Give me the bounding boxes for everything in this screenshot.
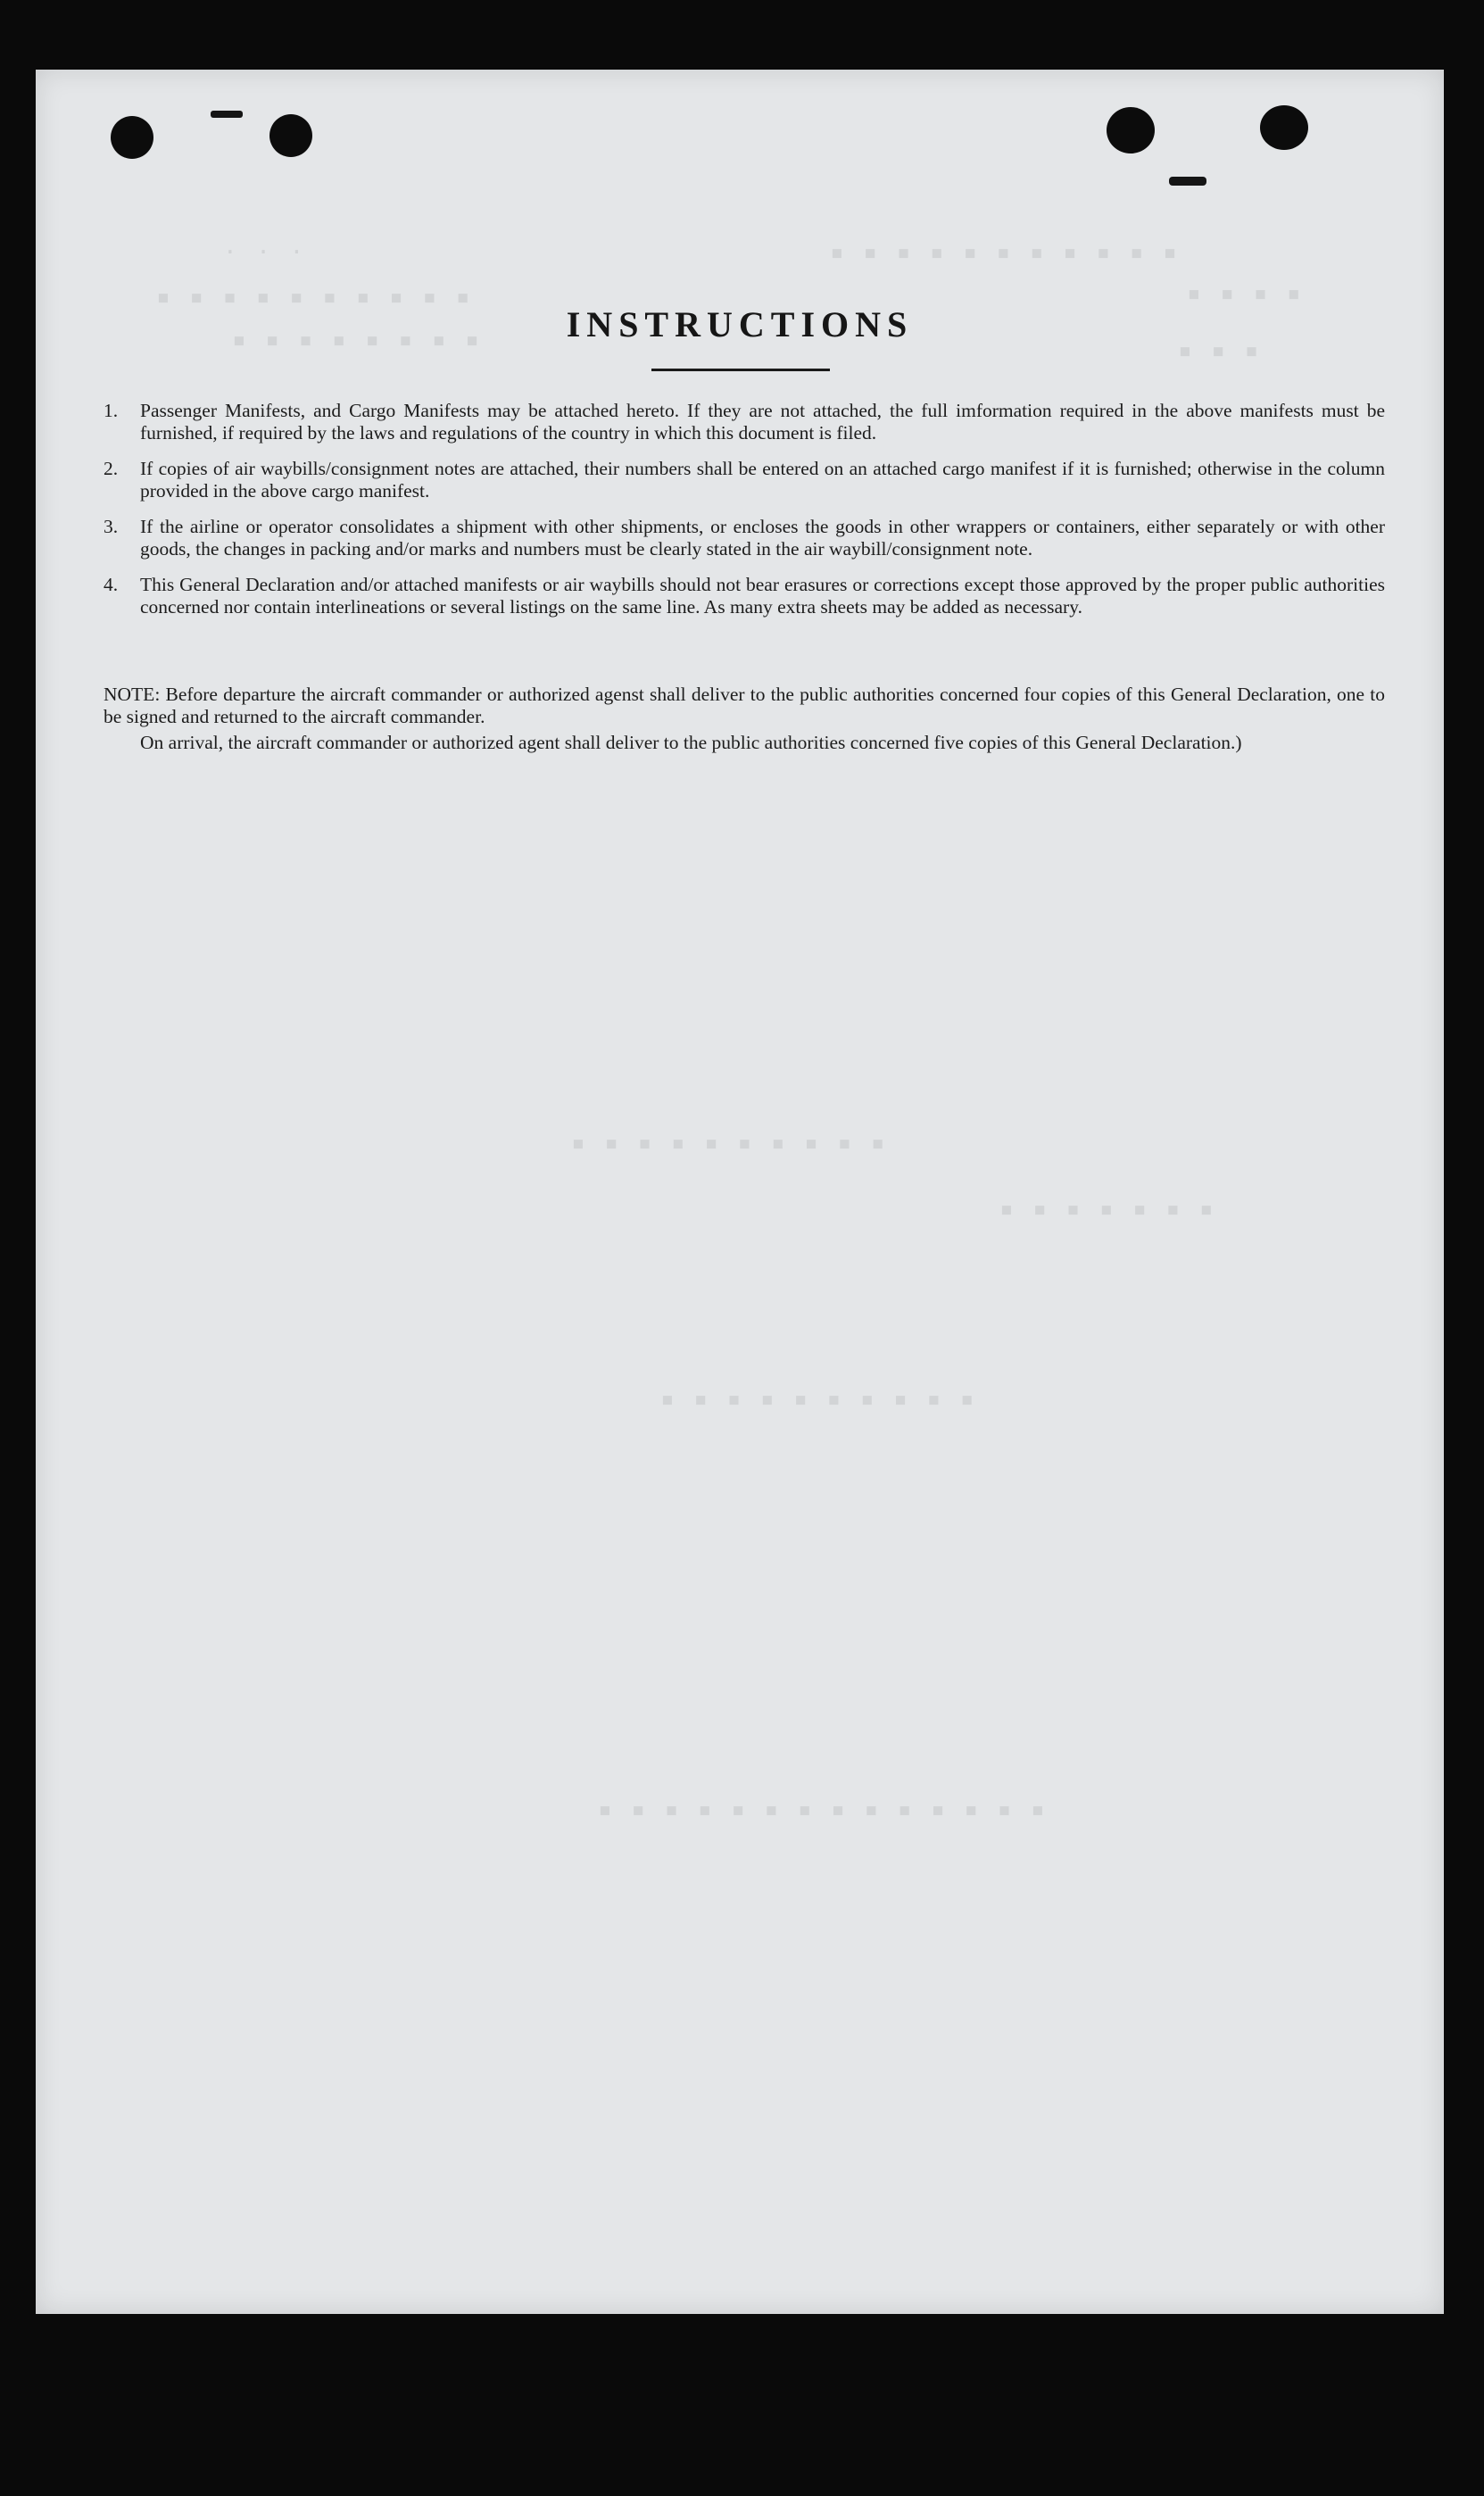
bleed-through-text: ▪ ▪ ▪ ▪ ▪ ▪ ▪ ▪ ▪ ▪ ▪ ▪ ▪ ▪ [598, 1796, 1048, 1823]
bleed-through-text: ▪ ▪ ▪ ▪ ▪ ▪ ▪ [999, 1196, 1216, 1223]
bleed-through-text: ▪ ▪ ▪ ▪ ▪ ▪ ▪ ▪ ▪ ▪ ▪ [830, 239, 1180, 266]
instruction-text: If the airline or operator consolidates a shipment with other shipments, or encloses the goods in other wrappers or containers, either separately or with other goods, the changes in packing and/or marks and numbers must be clearly stated in the air waybill/consignment note. [140, 516, 1385, 560]
bleed-through-text: · · · [223, 239, 307, 266]
bleed-through-text: ▪ ▪ ▪ [1178, 337, 1262, 364]
bleed-through-text: ▪ ▪ ▪ ▪ ▪ ▪ ▪ ▪ ▪ ▪ [571, 1130, 888, 1157]
instruction-text: Passenger Manifests, and Cargo Manifests may be attached hereto. If they are not attached, the full imformation required in the above manifests must be furnished, if required by the laws and regulations of the country in which this document is filed. [140, 400, 1385, 444]
document-sheet [36, 70, 1444, 2314]
punch-hole [1260, 105, 1308, 150]
document-title: INSTRUCTIONS [566, 304, 914, 344]
punch-hole [111, 116, 153, 159]
instruction-text: If copies of air waybills/consignment notes are attached, their numbers shall be entered on an attached cargo manifest if it is furnished; otherwise in the column provided in the above cargo manifest. [140, 458, 1385, 502]
bleed-through-text: ▪ ▪ ▪ ▪ ▪ ▪ ▪ ▪ ▪ ▪ [156, 284, 473, 311]
instruction-number: 4. [104, 574, 119, 595]
instruction-number: 3. [104, 516, 119, 537]
title-underline [651, 369, 830, 371]
note-arrival: On arrival, the aircraft commander or authorized agent shall deliver to the public authorities concerned five copies of this General Declaration.) [140, 732, 1242, 753]
punch-hole [1107, 107, 1155, 153]
instruction-item [104, 516, 1385, 560]
bleed-through-text: ▪ ▪ ▪ ▪ [1187, 280, 1304, 307]
instruction-item [104, 458, 1385, 502]
instruction-number: 1. [104, 400, 119, 421]
ink-smudge [211, 111, 243, 118]
bleed-through-text: ▪ ▪ ▪ ▪ ▪ ▪ ▪ ▪ ▪ ▪ [660, 1386, 977, 1413]
note-departure: NOTE: Before departure the aircraft commander or authorized agenst shall deliver to the public authorities concerned four copies of this General Declaration, one to be signed and returned to the aircraft commander. [104, 684, 1385, 727]
instructions-list [104, 400, 1385, 632]
instruction-item [104, 400, 1385, 444]
instruction-item [104, 574, 1385, 618]
note-block [104, 684, 1385, 754]
instruction-text: This General Declaration and/or attached manifests or air waybills should not bear erasures or corrections except those approved by the proper public authorities concerned nor contain interlineations or several listings on the same line. As many extra sheets may be added as necessary. [140, 574, 1385, 618]
punch-hole [269, 114, 312, 157]
instruction-number: 2. [104, 458, 119, 479]
ink-smudge [1169, 177, 1206, 186]
bleed-through-text: ▪ ▪ ▪ ▪ ▪ ▪ ▪ ▪ [232, 327, 482, 353]
